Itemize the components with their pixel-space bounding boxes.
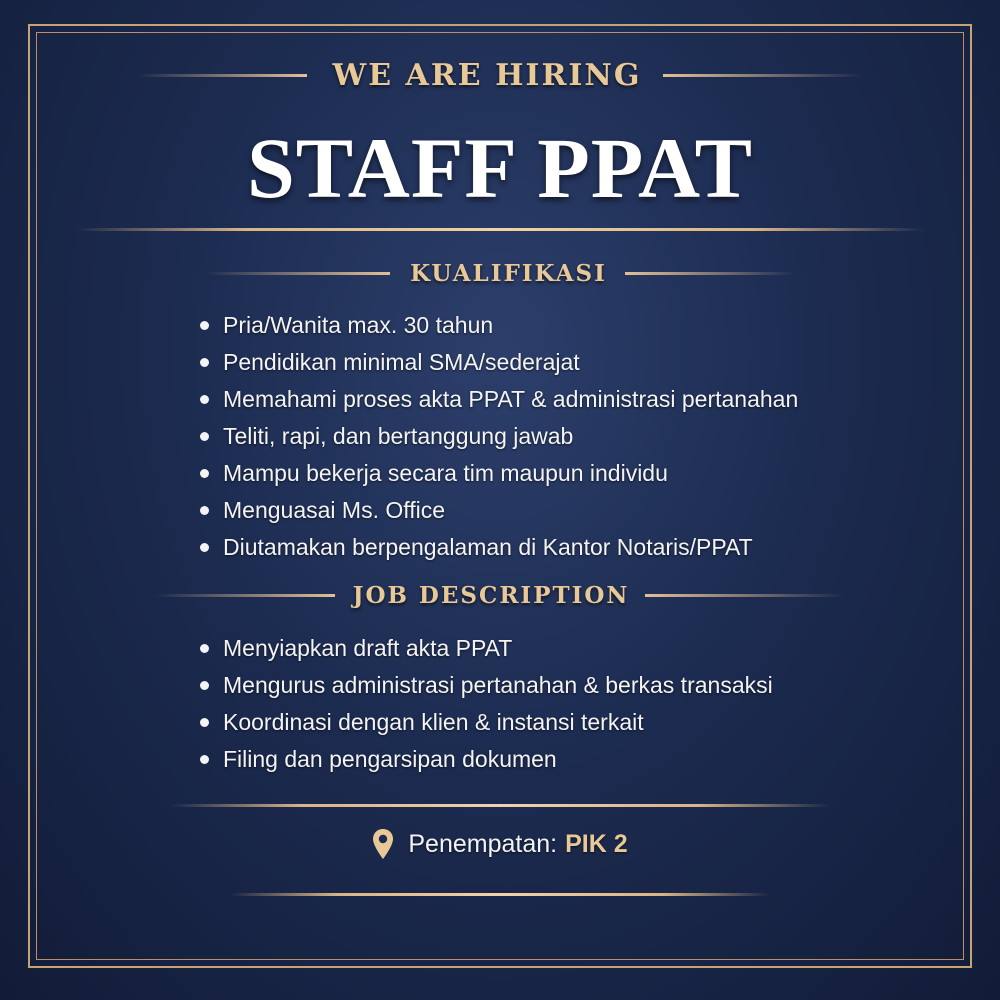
placement-label: Penempatan: <box>408 829 558 858</box>
bullet-icon <box>200 432 209 441</box>
qualifications-heading-row <box>0 260 1000 287</box>
list-item: Koordinasi dengan klien & instansi terkait <box>200 704 773 741</box>
job-description-list <box>200 630 773 778</box>
hiring-eyebrow-row <box>0 58 1000 93</box>
list-item: Menyiapkan draft akta PPAT <box>200 630 773 667</box>
bullet-icon <box>200 681 209 690</box>
list-item: Pria/Wanita max. 30 tahun <box>200 307 798 344</box>
divider-line <box>663 74 863 77</box>
list-item: Mengurus administrasi pertanahan & berkas transaksi <box>200 667 773 704</box>
qualifications-list <box>200 307 798 566</box>
divider-line <box>645 594 845 597</box>
placement-top-divider <box>170 804 830 807</box>
placement-row <box>0 828 1000 860</box>
bullet-icon <box>200 321 209 330</box>
list-item: Pendidikan minimal SMA/sederajat <box>200 344 798 381</box>
map-pin-icon <box>372 828 394 860</box>
list-item: Menguasai Ms. Office <box>200 492 798 529</box>
list-item: Mampu bekerja secara tim maupun individu <box>200 455 798 492</box>
page-title: STAFF PPAT <box>246 120 754 216</box>
bullet-icon <box>200 469 209 478</box>
bullet-icon <box>200 358 209 367</box>
bullet-icon <box>200 718 209 727</box>
placement-value: PIK 2 <box>565 829 628 858</box>
divider-line <box>155 594 335 597</box>
bullet-icon <box>200 543 209 552</box>
bullet-icon <box>200 506 209 515</box>
bullet-icon <box>200 395 209 404</box>
qualifications-heading: KUALIFIKASI <box>410 260 607 287</box>
job-description-heading: JOB DESCRIPTION <box>352 582 630 609</box>
list-item: Diutamakan berpengalaman di Kantor Notaris/PPAT <box>200 529 798 566</box>
divider-line <box>625 272 795 275</box>
placement-bottom-divider <box>230 893 770 896</box>
list-item: Memahami proses akta PPAT & administrasi pertanahan <box>200 381 798 418</box>
job-description-heading-row <box>0 582 1000 609</box>
bullet-icon <box>200 755 209 764</box>
divider-line <box>137 74 307 77</box>
divider-line <box>205 272 390 275</box>
title-divider <box>75 228 925 231</box>
list-item: Filing dan pengarsipan dokumen <box>200 741 773 778</box>
bullet-icon <box>200 644 209 653</box>
list-item: Teliti, rapi, dan bertanggung jawab <box>200 418 798 455</box>
hiring-eyebrow: WE ARE HIRING <box>332 58 642 93</box>
